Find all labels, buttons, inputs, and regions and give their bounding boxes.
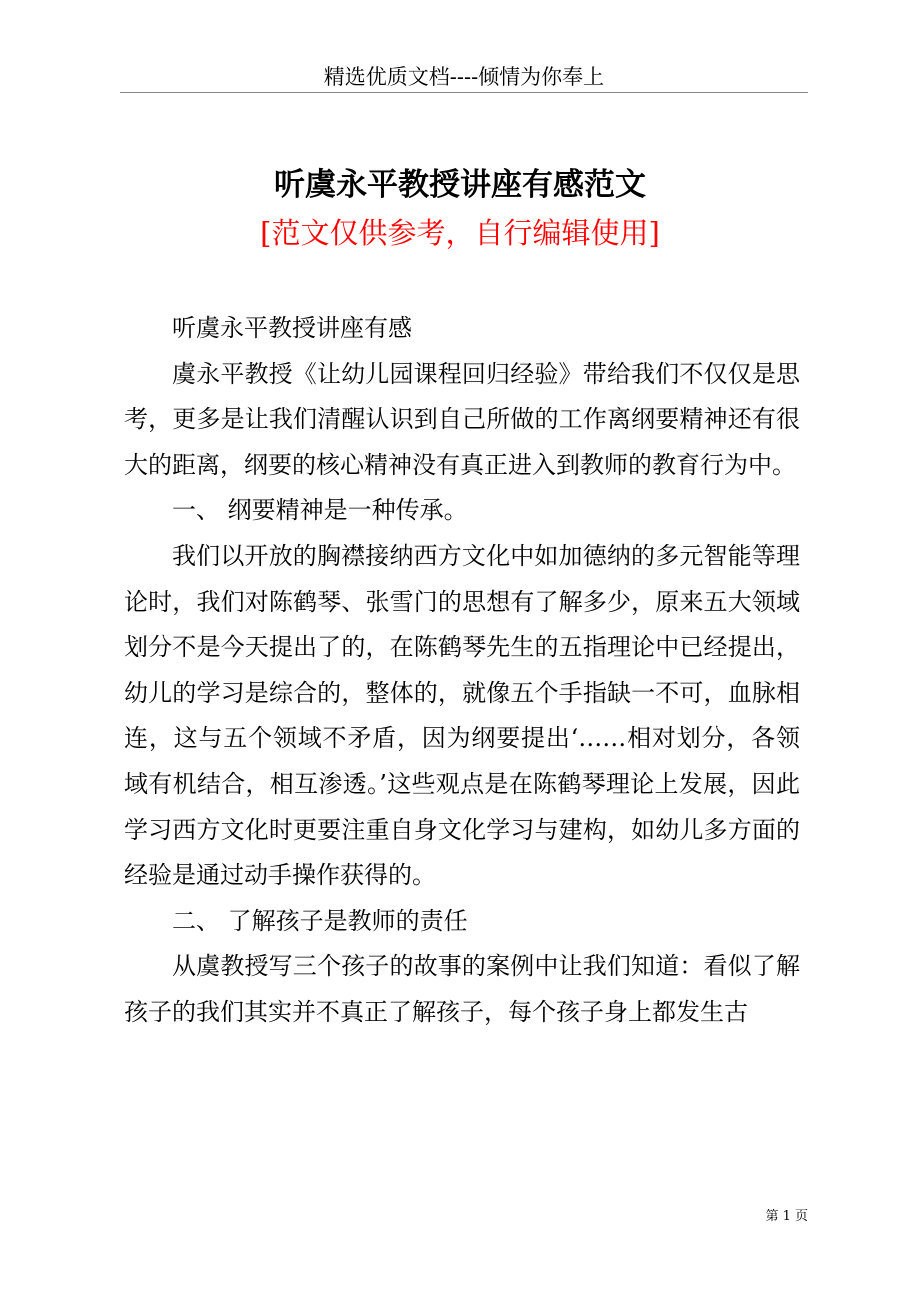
paragraph: 听虞永平教授讲座有感 [172,314,412,342]
page-header: 精选优质文档----倾情为你奉上 [120,62,808,93]
paragraph: 二、 了解孩子是教师的责任 [172,906,468,935]
document-body [124,306,800,1036]
paragraph: 一、 纲要精神是一种传承。 [172,496,468,525]
paragraph: 从虞教授写三个孩子的故事的案例中让我们知道：看似了解孩子的我们其实并不真正了解孩子，每个孩子身上都发生古 [124,952,800,1026]
paragraph: 虞永平教授《让幼儿园课程回归经验》带给我们不仅仅是思考，更多是让我们清醒认识到自己所做的工作离纲要精神还有很大的距离，纲要的核心精神没有真正进入到教师的教育行为中。 [124,359,800,479]
document-subtitle: [范文仅供参考，自行编辑使用] [260,216,660,250]
page-number: 第 1 页 [765,1209,808,1224]
paragraph: 我们以开放的胸襟接纳西方文化中如加德纳的多元智能等理论时，我们对陈鹤琴、张雪门的思想有了解多少，原来五大领域划分不是今天提出了的，在陈鹤琴先生的五指理论中已经提出，幼儿的学习是综合的，整体的，就像五个手指缺一不可，血脉相连，这与五个领域不矛盾，因为纲要提出‘……相对划分，各领域有机结合，相互渗透。’这些观点是在陈鹤琴理论上发展，因此学习西方文化时更要注重自身文化学习与建构，如幼儿多方面的经验是通过动手操作获得的。 [124,541,800,890]
document-title: 听虞永平教授讲座有感范文 [274,167,646,203]
